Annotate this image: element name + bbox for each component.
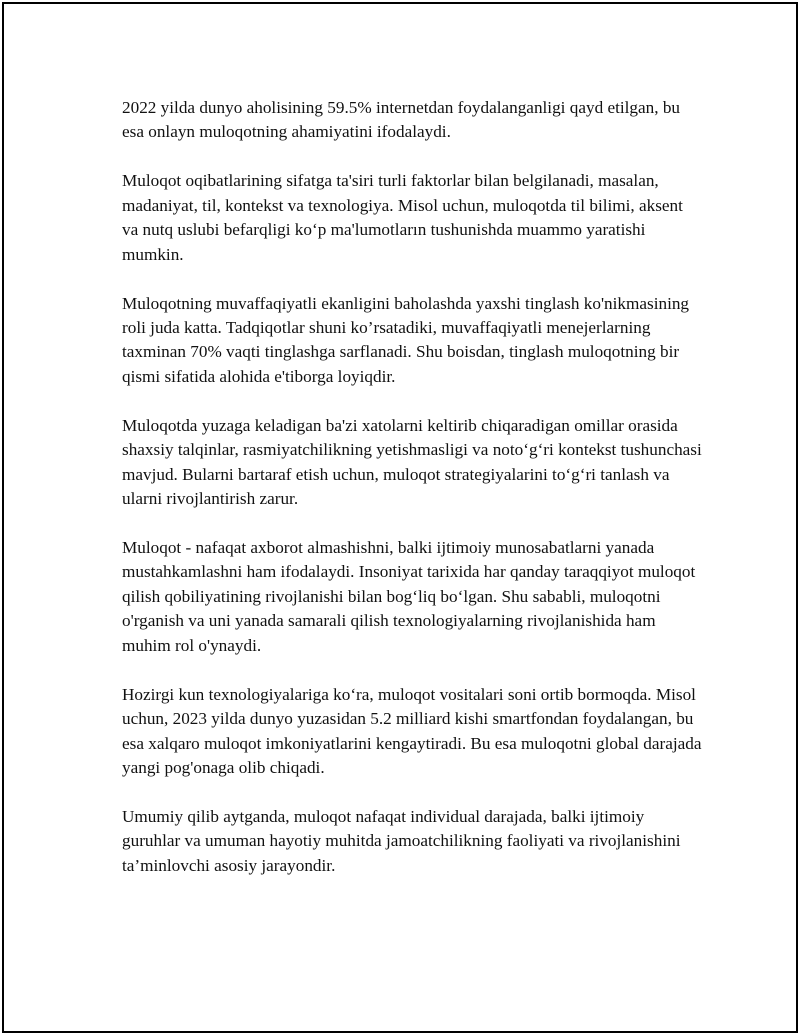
- paragraph-conclusion: Umumiy qilib aytganda, muloqot nafaqat individual darajada, balki ijtimoiy guruhlar va umuman hayotiy muhitda jamoatchilikning faoliyati va rivojlanishini ta’minlovchi asosiy jarayondir.: [122, 806, 681, 875]
- paragraph-quality-factors: Muloqot oqibatlarining sifatga ta'siri turli faktorlar bilan belgilanadi, masalan, madaniyat, til, kontekst va texnologiya. Misol uchun, muloqotda til bilimi, aksent va nutq uslubi befarqligi ko‘p ma'lumotların tushunishda muammo yaratishi mumkin.: [122, 171, 683, 264]
- paragraph-social-relations: Muloqot - nafaqat axborot almashishni, balki ijtimoiy munosabatlarni yanada mustahkamlashni ham ifodalaydi. Insoniyat tarixida har qanday taraqqiyot muloqot qilish qobiliyatining rivojlanishi bilan bog‘liq bo‘lgan. Shu sababli, muloqotni o'rganish va uni yanada samarali qilish texnologiyalarning rivojlanishida ham muhim rol o'ynaydi.: [122, 538, 696, 655]
- paragraph-technology-tools: Hozirgi kun texnologiyalariga ko‘ra, muloqot vositalari soni ortib bormoqda. Misol uchun, 2023 yilda dunyo yuzasidan 5.2 milliard kishi smartfondan foydalangan, bu esa xalqaro muloqot imkoniyatlarini kengaytiradi. Bu esa muloqotni global darajada yangi pog'onaga olib chiqadi.: [122, 684, 702, 777]
- document-body: [122, 96, 702, 903]
- page-border: [2, 2, 798, 1033]
- paragraph-listening-skills: Muloqotning muvaffaqiyatli ekanligini baholashda yaxshi tinglash ko'nikmasining roli juda katta. Tadqiqotlar shuni ko’rsatadiki, muvaffaqiyatli menejerlarning taxminan 70% vaqti tinglashga sarflanadi. Shu boisdan, tinglash muloqotning bir qismi sifatida alohida e'tiborga loyiqdir.: [122, 293, 690, 386]
- paragraph-internet-usage: 2022 yilda dunyo aholisining 59.5% internetdan foydalanganligi qayd etilgan, bu esa onlayn muloqotning ahamiyatini ifodalaydi.: [122, 98, 681, 142]
- paragraph-communication-errors: Muloqotda yuzaga keladigan ba'zi xatolarni keltirib chiqaradigan omillar orasida shaxsiy talqinlar, rasmiyatchilikning yetishmasligi va noto‘g‘ri kontekst tushunchasi mavjud. Bularni bartaraf etish uchun, muloqot strategiyalarini to‘g‘ri tanlash va ularni rivojlantirish zarur.: [122, 415, 702, 509]
